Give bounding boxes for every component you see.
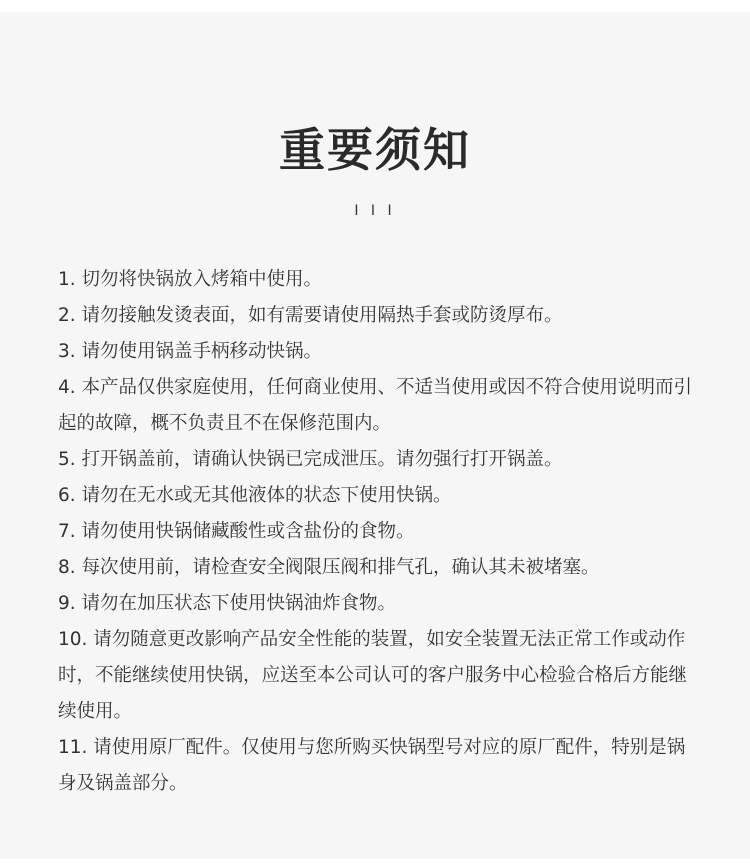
notice-item-8: 8. 每次使用前，请检查安全阀限压阀和排气孔，确认其未被堵塞。 [58, 557, 600, 578]
notice-item-10: 10. 请勿随意更改影响产品安全性能的装置，如安全装置无法正常工作或动作时，不能继续使用快锅，应送至本公司认可的客户服务中心检验合格后方能继续使用。 [58, 629, 688, 722]
notice-item-6: 6. 请勿在无水或无其他液体的状态下使用快锅。 [58, 485, 452, 506]
notice-item-3: 3. 请勿使用锅盖手柄移动快锅。 [58, 341, 323, 362]
notice-item-5: 5. 打开锅盖前，请确认快锅已完成泄压。请勿强行打开锅盖。 [58, 449, 563, 470]
notice-item-11: 11. 请使用原厂配件。仅使用与您所购买快锅型号对应的原厂配件，特别是锅身及锅盖部分。 [58, 737, 686, 794]
notice-item-9: 9. 请勿在加压状态下使用快锅油炸食物。 [58, 593, 397, 614]
notice-item-7: 7. 请勿使用快锅储藏酸性或含盐份的食物。 [58, 521, 415, 542]
page-title: 重要须知 [279, 123, 471, 177]
notice-list [58, 262, 698, 802]
notice-item-4: 4. 本产品仅供家庭使用，任何商业使用、不适当使用或因不符合使用说明而引起的故障，概不负责且不在保修范围内。 [58, 377, 693, 434]
notice-item-2: 2. 请勿接触发烫表面，如有需要请使用隔热手套或防烫厚布。 [58, 305, 563, 326]
title-divider: I I I [354, 203, 396, 219]
notice-item-1: 1. 切勿将快锅放入烤箱中使用。 [58, 269, 323, 290]
